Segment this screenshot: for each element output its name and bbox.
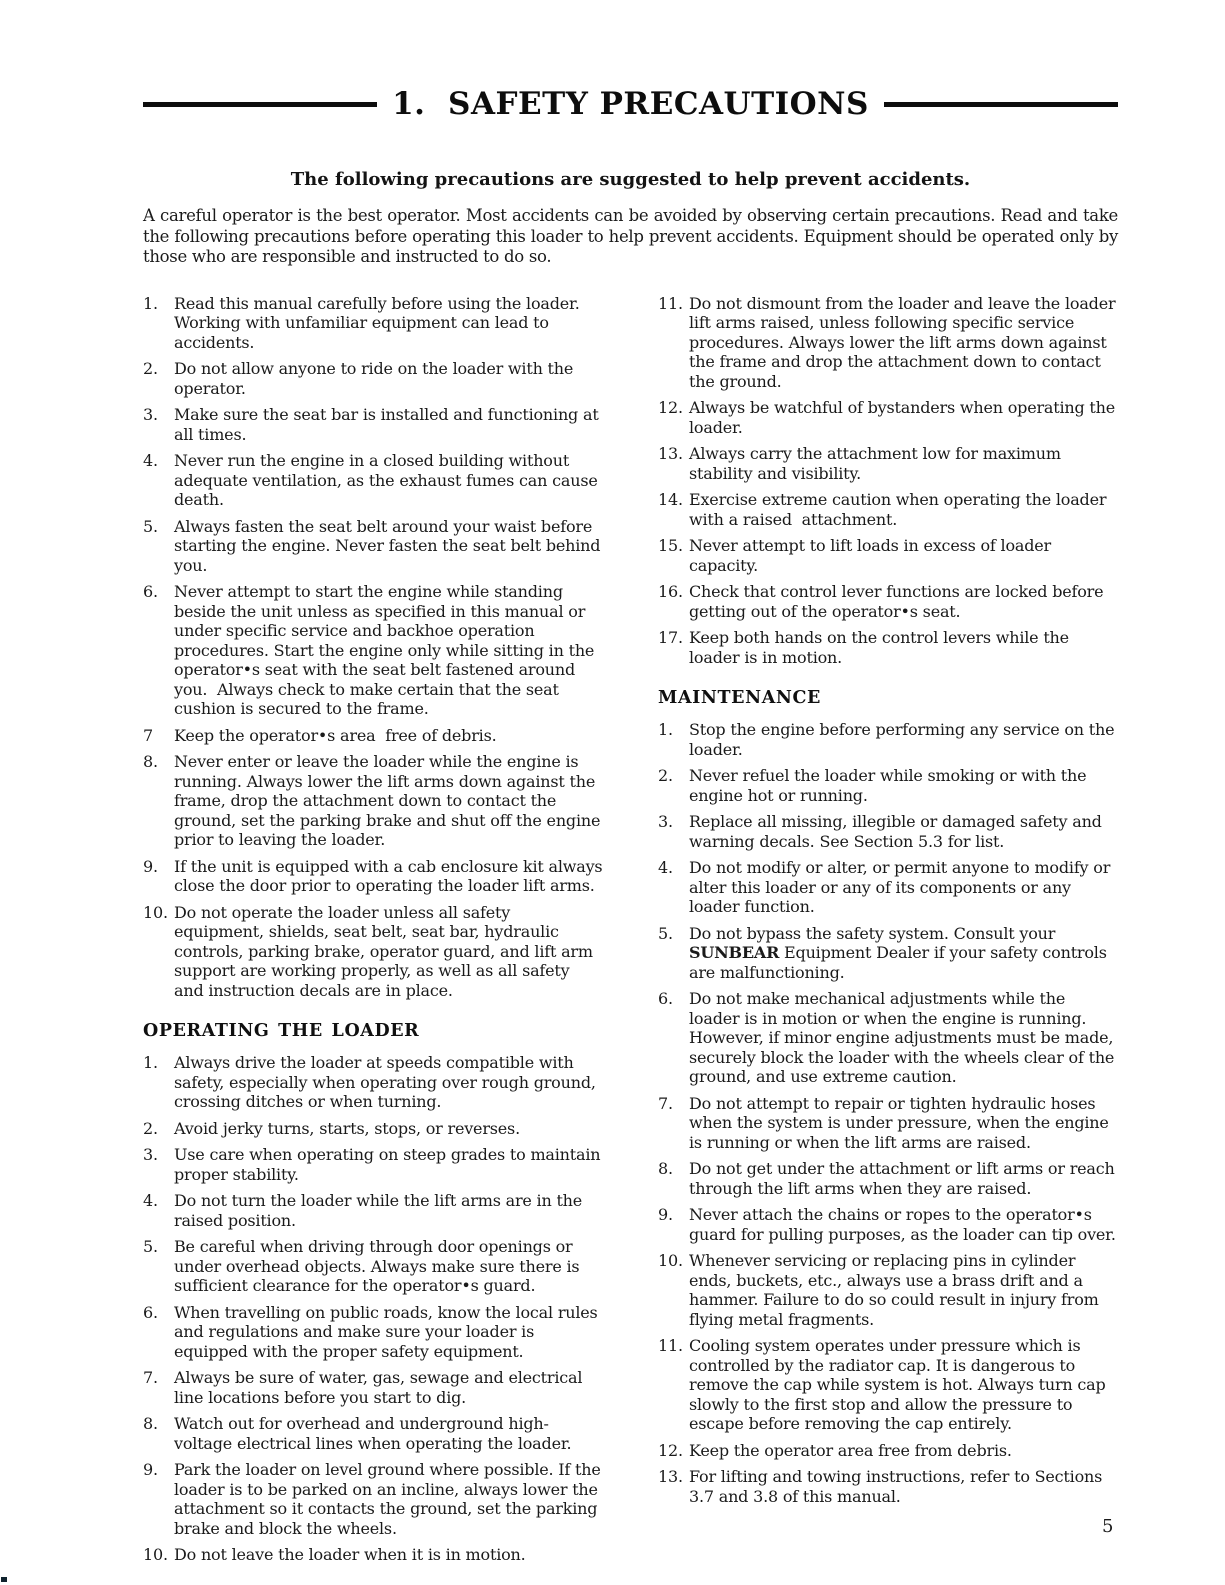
section-title-row [143, 86, 1118, 122]
list-item [658, 1467, 1118, 1506]
item-text: Whenever servicing or replacing pins in cylinder ends, buckets, etc., always use a brass drift and a hammer. Failure to do so could result in injury from flying metal fragments. [689, 1251, 1104, 1329]
list-item [658, 444, 1118, 483]
item-text: Keep both hands on the control levers while the loader is in motion. [689, 628, 1074, 667]
item-number: 7. [143, 1368, 158, 1387]
list-item [143, 1545, 603, 1565]
page-title: 1. SAFETY PRECAUTIONS [392, 86, 869, 122]
item-text: Read this manual carefully before using the loader. Working with unfamiliar equipment can lead to accidents. [174, 293, 585, 352]
section-heading: OPERATING THE LOADER [143, 1021, 420, 1041]
item-text: Watch out for overhead and underground high-voltage electrical lines when operating the loader. [174, 1414, 572, 1453]
item-number: 8. [658, 1159, 673, 1178]
item-text: Do not bypass the safety system. Consult your SUNBEAR Equipment Dealer if your safety controls are malfunctioning. [689, 923, 1112, 982]
item-text: Do not make mechanical adjustments while the loader is in motion or when the engine is running. However, if minor engine adjustments must be made, securely block the loader with the wheels clear of the ground, and use extreme caution. [689, 989, 1120, 1086]
item-number: 9. [143, 856, 158, 876]
list-item [143, 1237, 603, 1296]
item-number: 13. [658, 444, 683, 463]
item-text: Do not attempt to repair or tighten hydraulic hoses when the system is under pressure, when the engine is running or when the lift arms are raised. [689, 1093, 1114, 1152]
item-number: 11. [658, 293, 683, 313]
item-number: 5. [143, 516, 158, 536]
item-text: Never attempt to lift loads in excess of loader capacity. [689, 536, 1056, 575]
item-number: 3. [143, 1145, 158, 1164]
list-item [658, 1094, 1118, 1153]
list-item [143, 1303, 603, 1362]
item-text: Do not operate the loader unless all safety equipment, shields, seat belt, seat bar, hydraulic controls, parking brake, operator guard, and lift arm support are working properly, as well as all safety and instruction decals are in place. [174, 902, 598, 1000]
item-text: Replace all missing, illegible or damaged safety and warning decals. See Section 5.3 for list. [689, 812, 1107, 851]
item-number: 1. [658, 720, 673, 739]
two-column-layout [143, 293, 1121, 1572]
list-item [143, 1368, 603, 1407]
list-item [143, 516, 606, 576]
item-number: 5. [658, 923, 673, 943]
item-number: 10. [143, 1545, 168, 1564]
item-number: 5. [143, 1237, 158, 1256]
list-item [658, 924, 1118, 983]
list-item [658, 1159, 1118, 1198]
item-text: Make sure the seat bar is installed and functioning at all times. [174, 405, 604, 444]
list-item [658, 812, 1118, 851]
item-text: Be careful when driving through door openings or under overhead objects. Always make sure there is sufficient clearance for the operator•s guard. [174, 1237, 585, 1295]
item-number: 6. [143, 1302, 158, 1322]
item-text: Exercise extreme caution when operating the loader with a raised attachment. [689, 490, 1112, 529]
list-item [143, 1414, 603, 1453]
item-text: Never run the engine in a closed building without adequate ventilation, as the exhaust fumes can cause death. [174, 451, 603, 509]
item-number: 7 [143, 725, 153, 745]
title-rule-right [884, 102, 1118, 107]
scan-artifact-dot [1, 1577, 7, 1582]
item-text: Always be watchful of bystanders when operating the loader. [689, 398, 1120, 437]
item-text: Keep the operator area free from debris. [689, 1440, 1012, 1460]
item-text: Do not get under the attachment or lift arms or reach through the lift arms when they are raised. [689, 1159, 1120, 1198]
list-item [658, 1441, 1118, 1461]
list-item [658, 293, 1121, 392]
list-item [658, 989, 1118, 1087]
item-number: 1. [143, 1053, 158, 1072]
item-text: Keep the operator•s area free of debris. [174, 725, 497, 745]
item-text: Check that control lever functions are locked before getting out of the operator•s seat. [689, 582, 1109, 621]
item-number: 13. [658, 1467, 683, 1486]
item-text: Do not turn the loader while the lift arms are in the raised position. [174, 1191, 587, 1230]
list-item [143, 405, 603, 444]
list-item [143, 856, 608, 896]
list-item [658, 582, 1118, 621]
item-number: 2. [658, 766, 673, 785]
item-number: 6. [143, 582, 158, 601]
item-text: Do not leave the loader when it is in motion. [174, 1545, 526, 1564]
item-text: Do not allow anyone to ride on the loader with the operator. [174, 359, 579, 398]
list-item [658, 766, 1118, 805]
item-number: 1. [143, 293, 158, 313]
left-column [143, 293, 608, 1572]
list-item [143, 294, 603, 353]
list-item [658, 536, 1118, 575]
subtitle: The following precautions are suggested to help prevent accidents. [290, 169, 971, 190]
item-number: 11. [658, 1336, 683, 1355]
right-column [658, 293, 1121, 1572]
list-item [658, 1251, 1118, 1329]
item-number: 4. [143, 451, 158, 470]
list-item [143, 752, 606, 850]
item-number: 12. [658, 398, 683, 417]
item-text: If the unit is equipped with a cab enclosure kit always close the door prior to operating the loader lift arms. [174, 856, 608, 895]
list-item [143, 451, 603, 510]
item-text: Always fasten the seat belt around your waist before starting the engine. Never fasten the seat belt behind you. [174, 516, 606, 575]
item-number: 4. [143, 1191, 158, 1210]
item-number: 8. [143, 1414, 158, 1433]
item-number: 3. [658, 812, 673, 831]
item-text: When travelling on public roads, know the local rules and regulations and make sure your loader is equipped with the proper safety equipment. [174, 1302, 603, 1361]
item-text: Stop the engine before performing any service on the loader. [689, 720, 1120, 759]
list-item [143, 1053, 603, 1112]
list-item [658, 1205, 1118, 1244]
item-text: Park the loader on level ground where possible. If the loader is to be parked on an incline, always lower the attachment so it contacts the ground, set the parking brake and block the wheels. [174, 1460, 606, 1538]
item-number: 12. [658, 1440, 683, 1460]
list-item [658, 720, 1118, 759]
item-text: For lifting and towing instructions, refer to Sections 3.7 and 3.8 of this manual. [689, 1467, 1108, 1506]
list-item [143, 1145, 606, 1184]
list-item [658, 490, 1118, 529]
title-rule-left [143, 102, 377, 107]
item-text: Always drive the loader at speeds compatible with safety, especially when operating over rough ground, crossing ditches or when turning. [174, 1053, 601, 1111]
list-item [143, 903, 603, 1001]
list-item [658, 628, 1118, 667]
list-item [143, 726, 603, 746]
list-item [143, 1460, 606, 1538]
item-number: 7. [658, 1093, 673, 1113]
list-item [658, 858, 1118, 917]
list-item [658, 398, 1118, 437]
item-number: 9. [143, 1460, 158, 1479]
item-number: 10. [143, 902, 168, 922]
item-text: Use care when operating on steep grades to maintain proper stability. [174, 1145, 606, 1184]
item-text: Avoid jerky turns, starts, stops, or reverses. [174, 1118, 520, 1138]
item-text: Do not dismount from the loader and leave the loader lift arms raised, unless following specific service procedures. Always lower the lift arms down against the frame and drop the attachment down to contact the ground. [689, 293, 1121, 391]
section-heading: MAINTENANCE [658, 688, 821, 708]
item-number: 16. [658, 582, 683, 601]
item-number: 2. [143, 1118, 158, 1138]
item-text: Always be sure of water, gas, sewage and electrical line locations before you start to dig. [174, 1368, 588, 1407]
list-item [658, 1336, 1118, 1434]
item-number: 6. [658, 989, 673, 1008]
list-item [143, 1119, 603, 1139]
item-number: 2. [143, 359, 158, 378]
item-text: Always carry the attachment low for maximum stability and visibility. [689, 444, 1066, 483]
item-text: Never enter or leave the loader while the engine is running. Always lower the lift arms down against the frame, drop the attachment down to contact the ground, set the parking brake and shut off the engine prior to leaving the loader. [174, 752, 606, 849]
item-number: 3. [143, 405, 158, 424]
item-text: Never attach the chains or ropes to the operator•s guard for pulling purposes, as the loader can tip over. [689, 1205, 1116, 1244]
item-number: 9. [658, 1205, 673, 1224]
list-item [143, 359, 603, 398]
item-text: Cooling system operates under pressure which is controlled by the radiator cap. It is dangerous to remove the cap while system is hot. Always turn cap slowly to the first stop and allow the pressure to escape before removing the cap entirely. [689, 1336, 1111, 1433]
item-number: 14. [658, 490, 683, 509]
item-text: Never refuel the loader while smoking or with the engine hot or running. [689, 766, 1092, 805]
list-item [143, 582, 603, 719]
item-number: 17. [658, 628, 683, 647]
list-item [143, 1191, 603, 1230]
item-number: 10. [658, 1251, 683, 1270]
page-number: 5 [1102, 1516, 1114, 1537]
item-text: Do not modify or alter, or permit anyone to modify or alter this loader or any of its components or any loader function. [689, 858, 1116, 916]
item-number: 15. [658, 536, 683, 555]
intro-paragraph: A careful operator is the best operator. Most accidents can be avoided by observing certain precautions. Read and take the following precautions before operating this loader to help prevent accidents. Equipment should be operated only by those who are responsible and instructed to do so. [143, 206, 1118, 266]
item-number: 8. [143, 752, 158, 771]
item-number: 4. [658, 858, 673, 877]
item-text: Never attempt to start the engine while standing beside the unit unless as specified in this manual or under specific service and backhoe operation procedures. Start the engine only while sitting in the operator•s seat with the seat belt fastened around you. Always check to make certain that the seat cushion is secured to the frame. [174, 582, 600, 718]
